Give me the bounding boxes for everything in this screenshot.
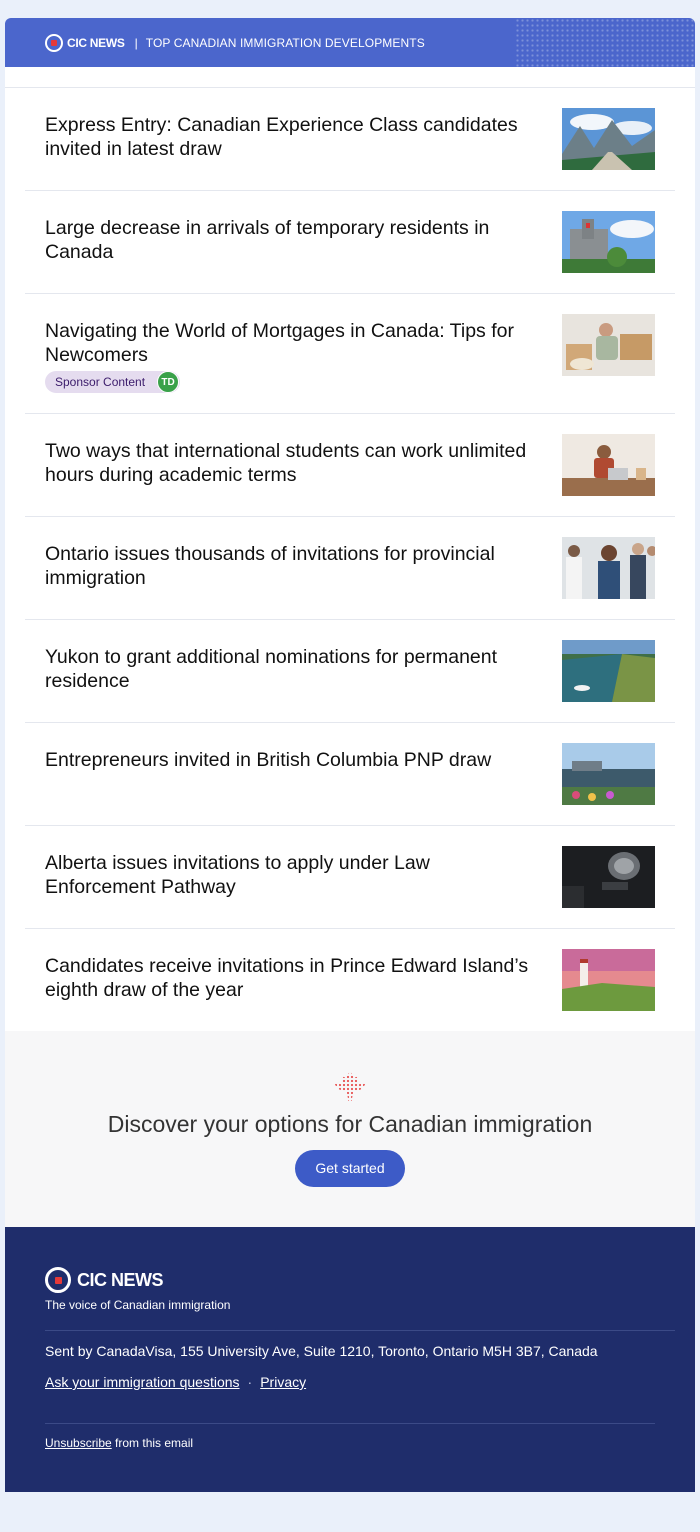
article-title[interactable]: Ontario issues thousands of invitations for provincial immigration [45,543,495,589]
article-title[interactable]: Entrepreneurs invited in British Columbia PNP draw [45,749,492,771]
privacy-link[interactable]: Privacy [260,1374,307,1390]
cta-section [5,1031,695,1227]
police-badge-photo[interactable] [562,846,655,908]
sponsor-badge [45,371,180,393]
article-item[interactable] [25,826,675,929]
sponsor-label: Sponsor Content [55,375,146,389]
moving-boxes-photo[interactable] [562,314,655,376]
article-title[interactable]: Large decrease in arrivals of temporary residents in Canada [45,217,490,263]
footer [5,1227,695,1492]
article-item[interactable] [25,517,675,620]
article-item[interactable] [25,620,675,723]
header-gap [5,67,695,88]
article-title[interactable]: Candidates receive invitations in Prince Edward Island’s eighth draw of the year [45,955,529,1001]
article-title[interactable]: Navigating the World of Mortgages in Canada: Tips for Newcomers [45,320,514,366]
article-list [5,88,695,1031]
mountain-bridge-photo[interactable] [562,108,655,170]
healthcare-workers-photo[interactable] [562,537,655,599]
footer-divider [45,1330,675,1331]
university-building-photo[interactable] [562,211,655,273]
footer-links [45,1374,306,1390]
footer-logo-text: CIC NEWS [77,1269,163,1290]
unsubscribe-line [45,1436,193,1450]
footer-logo[interactable] [45,1267,163,1293]
header-separator: | [134,35,138,50]
footer-subtitle: The voice of Canadian immigration [45,1298,231,1312]
article-item[interactable] [25,414,675,517]
article-title[interactable]: Two ways that international students can work unlimited hours during academic terms [45,440,527,486]
ask-questions-link[interactable]: Ask your immigration questions [45,1374,240,1390]
article-item[interactable] [25,88,675,191]
header-banner [5,18,695,67]
article-title[interactable]: Yukon to grant additional nominations for permanent residence [45,646,498,692]
article-item[interactable] [25,191,675,294]
article-title[interactable]: Express Entry: Canadian Experience Class candidates invited in latest draw [45,114,518,160]
cta-heading: Discover your options for Canadian immigration [107,1111,593,1137]
header-tagline: TOP CANADIAN IMMIGRATION DEVELOPMENTS [145,35,425,50]
footer-divider [45,1423,655,1424]
maple-leaf-icon [334,1071,366,1101]
article-item[interactable] [25,294,675,414]
get-started-button[interactable]: Get started [295,1150,405,1187]
lighthouse-sunset-photo[interactable] [562,949,655,1011]
cic-news-logo[interactable] [45,34,125,52]
article-item[interactable] [25,723,675,826]
newsletter [5,18,695,1492]
river-boat-photo[interactable] [562,640,655,702]
footer-address: Sent by CanadaVisa, 155 University Ave, Suite 1210, Toronto, Ontario M5H 3B7, Canada [45,1343,598,1359]
td-logo-icon: TD [157,371,179,393]
student-laptop-photo[interactable] [562,434,655,496]
article-title[interactable]: Alberta issues invitations to apply under Law Enforcement Pathway [45,852,430,898]
unsubscribe-suffix: from this email [111,1436,194,1450]
unsubscribe-link[interactable]: Unsubscribe [45,1436,112,1450]
article-item[interactable] [25,929,675,1031]
world-map-dots [515,18,695,67]
harbour-photo[interactable] [562,743,655,805]
link-separator: · [247,1374,253,1390]
logo-text: CIC NEWS [67,35,125,50]
cic-logo-icon [45,1267,71,1293]
cic-logo-icon [45,34,63,52]
